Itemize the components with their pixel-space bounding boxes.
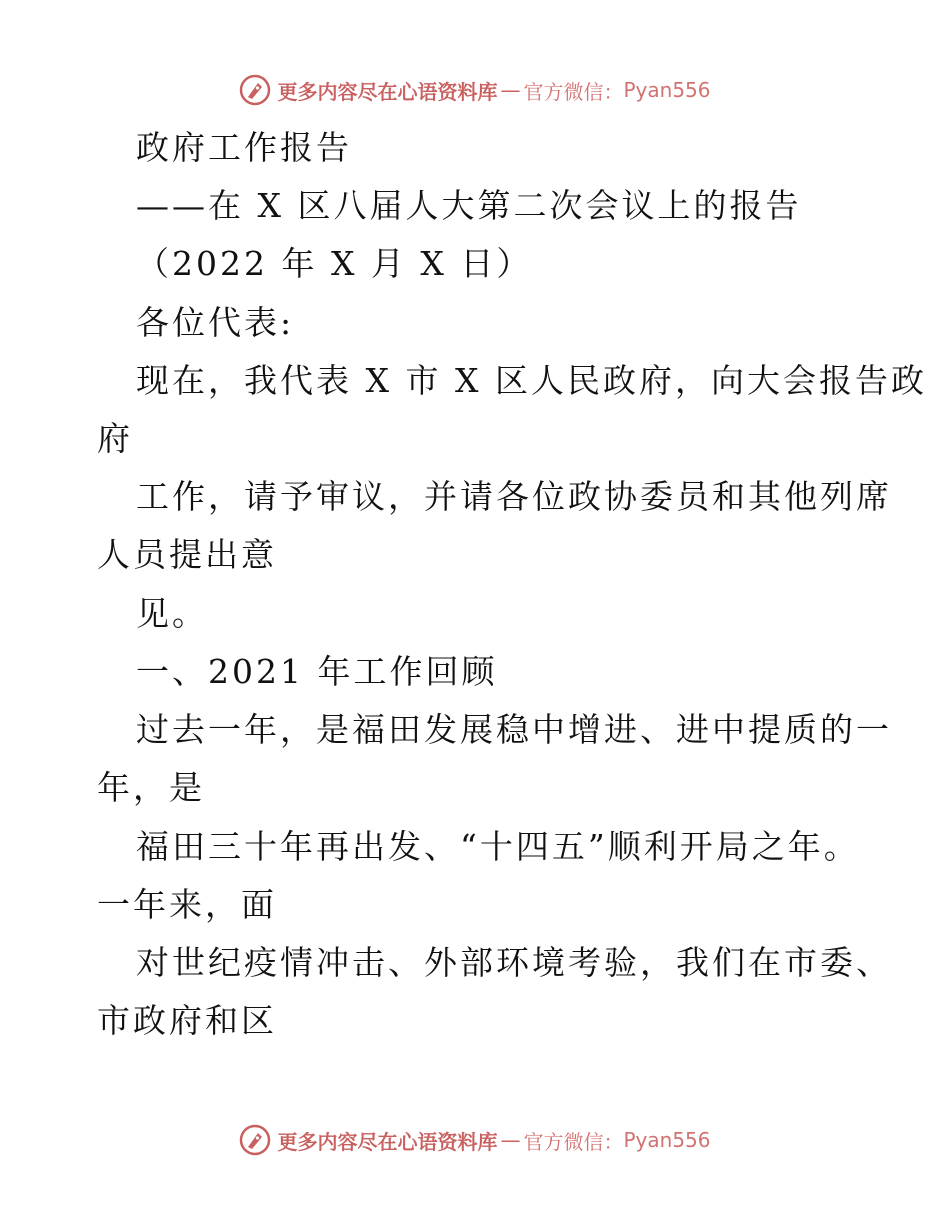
text-line: 过去一年，是福田发展稳中增进、进中提质的一	[136, 710, 892, 749]
salutation: 各位代表:	[136, 303, 295, 342]
text-line: 对世纪疫情冲击、外部环境考验，我们在市委、	[136, 943, 892, 982]
text-line: 人员提出意	[97, 535, 277, 574]
watermark-dash: —	[500, 1128, 521, 1152]
watermark-label: 官方微信：	[523, 1129, 624, 1154]
watermark-label: 官方微信：	[523, 79, 624, 104]
document-title: 政府工作报告	[136, 128, 352, 167]
document-subtitle: ——在 X 区八届人大第二次会议上的报告	[136, 186, 802, 225]
text-line: 市政府和区	[97, 1001, 277, 1040]
watermark-handle: Pyan556	[623, 1128, 711, 1152]
document-date: （2022 年 X 月 X 日）	[136, 244, 533, 283]
footer-watermark	[0, 1120, 950, 1160]
text-line: 年，是	[97, 768, 205, 807]
watermark-handle: Pyan556	[623, 78, 711, 102]
pen-nib-logo-icon	[239, 1124, 271, 1156]
text-line: 见。	[136, 594, 208, 633]
text-line: 现在，我代表 X 市 X 区人民政府，向大会报告政	[136, 361, 927, 400]
text-line: 福田三十年再出发、“十四五”顺利开局之年。	[136, 827, 860, 866]
text-line: 工作，请予审议，并请各位政协委员和其他列席	[136, 477, 892, 516]
header-watermark	[0, 70, 950, 110]
section-heading: 一、2021 年工作回顾	[136, 652, 498, 691]
text-line: 一年来，面	[97, 885, 277, 924]
watermark-dash: —	[500, 78, 521, 102]
pen-nib-logo-icon	[239, 74, 271, 106]
text-line: 府	[97, 419, 133, 458]
watermark-brand: 更多内容尽在心语资料库	[277, 79, 498, 104]
watermark-brand: 更多内容尽在心语资料库	[277, 1129, 498, 1154]
